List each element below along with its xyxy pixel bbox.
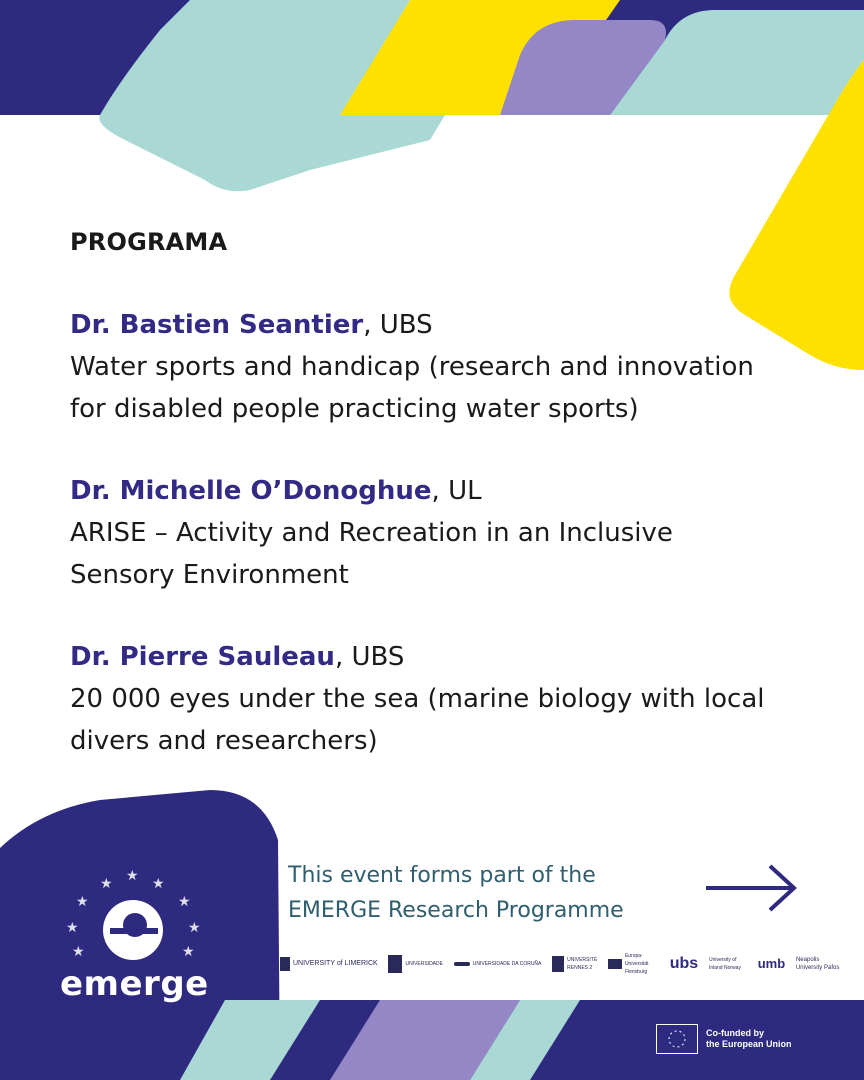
- partner-logo: ubs: [669, 955, 699, 972]
- emerge-wordmark: emerge: [60, 964, 209, 1004]
- programme-note: [288, 858, 624, 928]
- programme-note-line: EMERGE Research Programme: [288, 898, 624, 923]
- speaker-affiliation: , UBS: [334, 642, 405, 672]
- svg-text:★: ★: [126, 868, 139, 884]
- speaker-name: Dr. Pierre Sauleau: [70, 642, 335, 672]
- partner-logo: UNIVERSIDADE: [388, 955, 443, 973]
- partner-logo: UNIVERSIDADE DA CORUÑA: [454, 960, 542, 968]
- svg-text:★: ★: [152, 876, 165, 892]
- partner-logo: Neapolis University Pafos: [795, 957, 840, 971]
- svg-text:★: ★: [100, 876, 113, 892]
- svg-text:★: ★: [66, 920, 79, 936]
- eu-funding-line: the European Union: [706, 1039, 792, 1049]
- talk-item: [70, 470, 830, 596]
- talk-item: [70, 304, 830, 430]
- partner-logo: University of Inland Norway: [708, 957, 741, 971]
- svg-text:★: ★: [182, 944, 195, 960]
- svg-text:★: ★: [188, 920, 201, 936]
- svg-text:★: ★: [76, 894, 89, 910]
- svg-text:★: ★: [178, 894, 191, 910]
- talk-title-line: ARISE – Activity and Recreation in an Inclusive: [70, 518, 673, 548]
- programme-note-line: This event forms part of the: [288, 863, 596, 888]
- eu-flag-icon: [656, 1024, 698, 1054]
- talk-title-line: 20 000 eyes under the sea (marine biology with local: [70, 684, 765, 714]
- talk-item: [70, 636, 830, 762]
- speaker-affiliation: , UBS: [363, 310, 433, 340]
- talk-title-line: Sensory Environment: [70, 560, 349, 590]
- eu-funding-line: Co-funded by: [706, 1028, 764, 1038]
- eu-funding-badge: [656, 1024, 792, 1054]
- program-content: [70, 228, 830, 802]
- partner-logo: UNIVERSITY of LIMERICK: [280, 957, 378, 971]
- svg-text:★: ★: [72, 944, 85, 960]
- partner-logo: umb: [757, 956, 786, 971]
- partner-logos: [280, 944, 840, 984]
- talk-title-line: divers and researchers): [70, 726, 378, 756]
- partner-logo: Europa-Universität Flensburg: [608, 952, 659, 976]
- talk-title-line: Water sports and handicap (research and innovation: [70, 352, 754, 382]
- speaker-affiliation: , UL: [431, 476, 482, 506]
- program-heading: PROGRAMA: [70, 228, 228, 256]
- partner-logo: UNIVERSITÉ RENNES 2: [552, 956, 597, 972]
- speaker-name: Dr. Michelle O’Donoghue: [70, 476, 432, 506]
- talk-title-line: for disabled people practicing water sports): [70, 394, 639, 424]
- arrow-right-icon: [706, 866, 794, 910]
- speaker-name: Dr. Bastien Seantier: [70, 310, 364, 340]
